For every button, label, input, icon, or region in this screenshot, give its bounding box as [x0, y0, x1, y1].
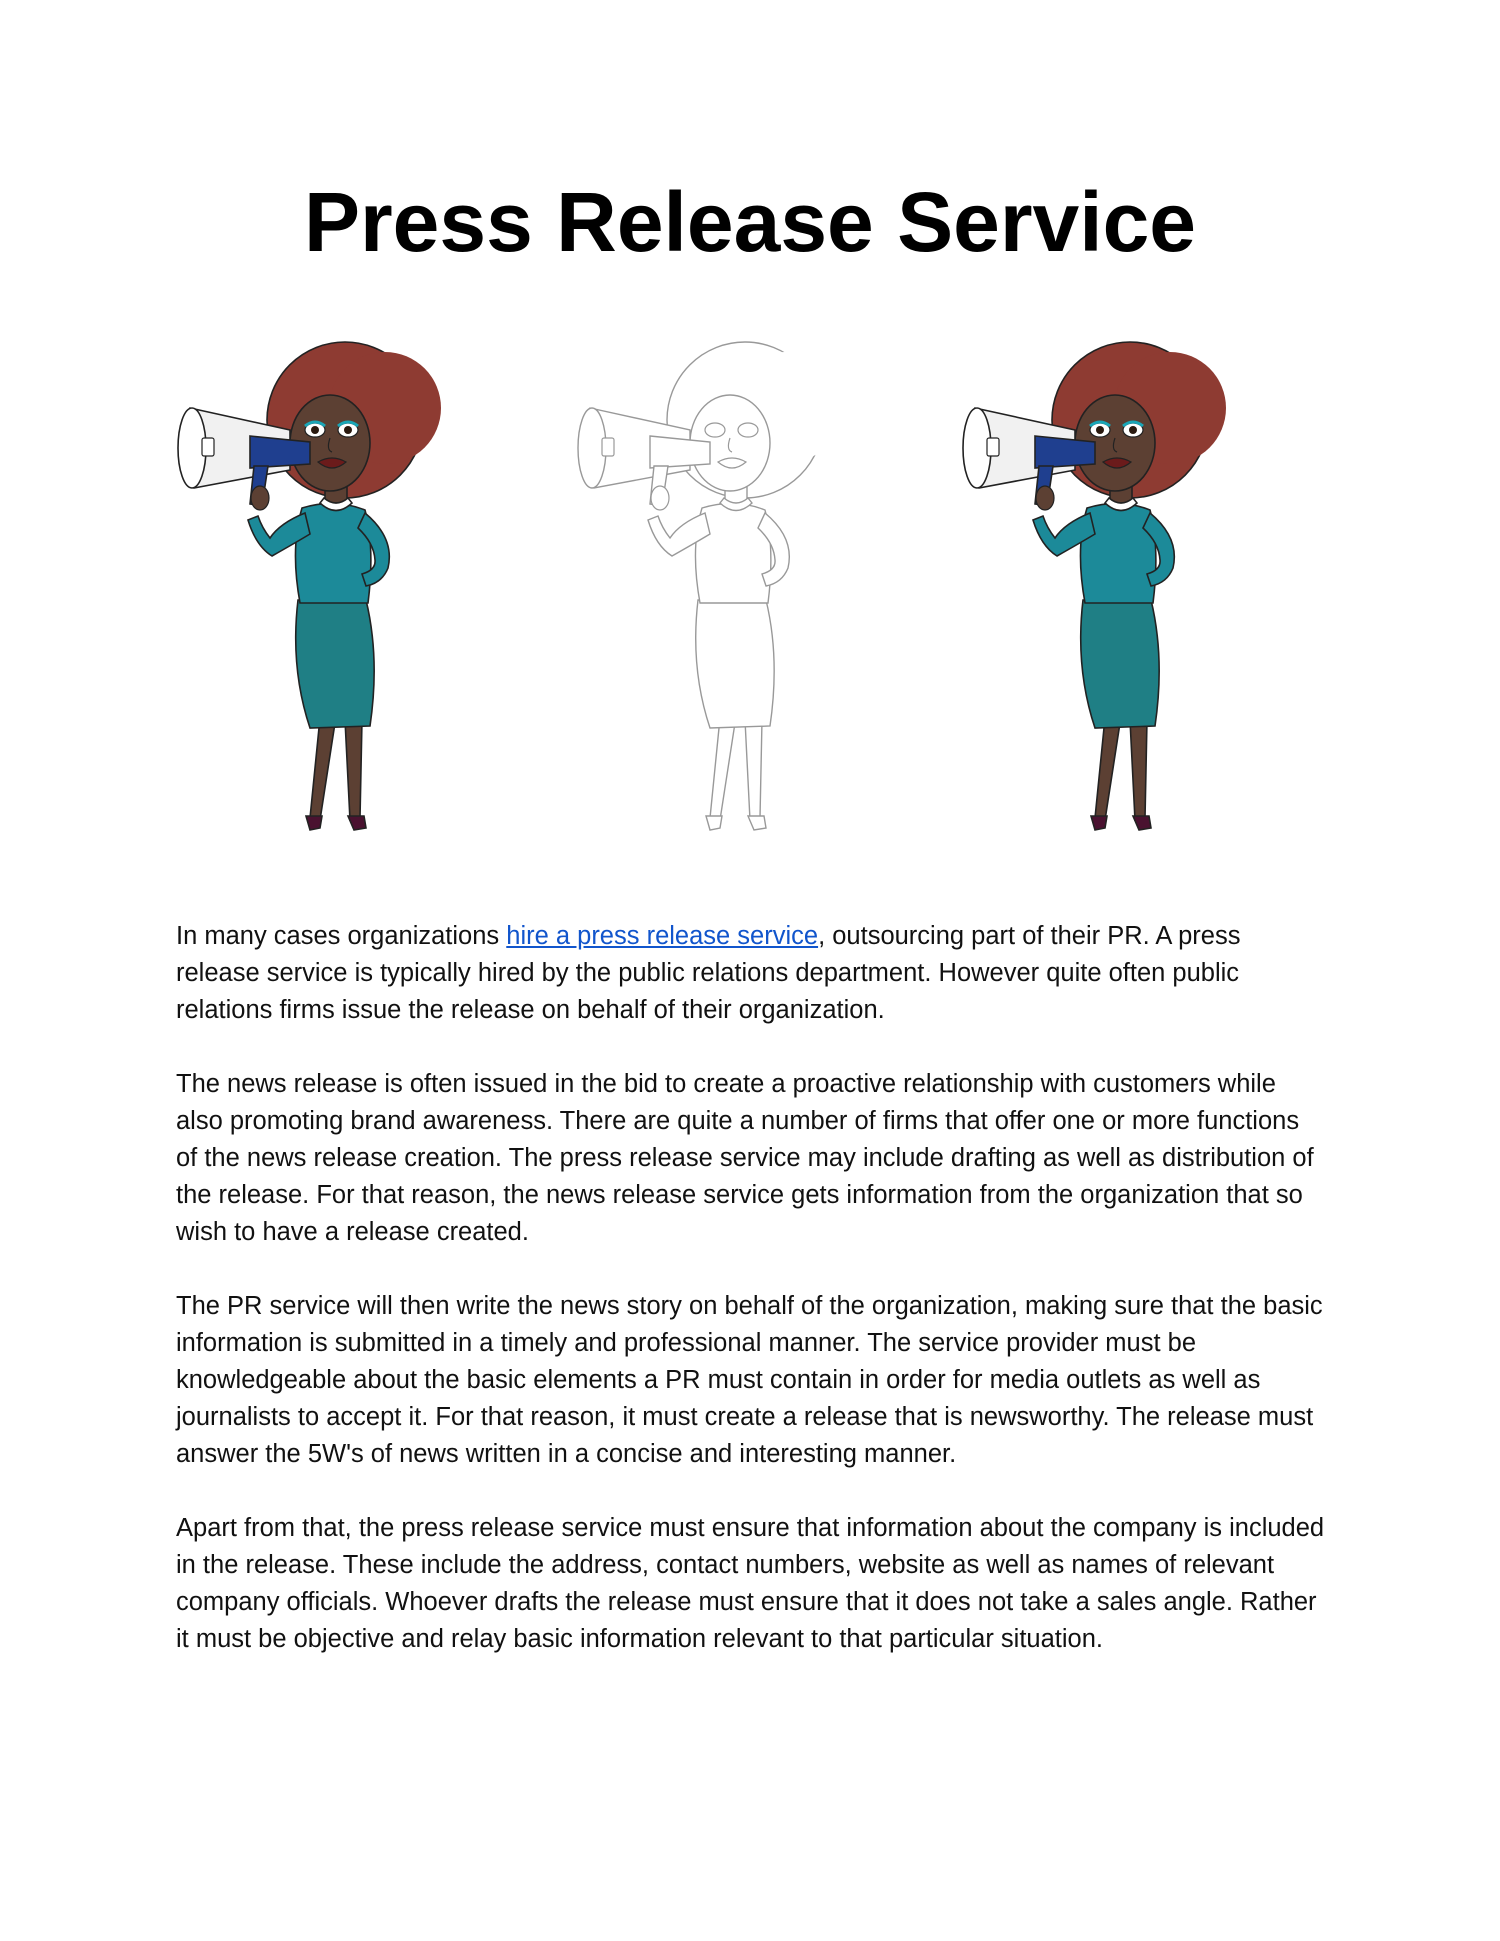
illustration-row: [170, 338, 1350, 848]
woman-with-megaphone-icon: [170, 338, 480, 848]
paragraph-4: Apart from that, the press release service must ensure that information about the company is included in the release. These include the address, contact numbers, website as well as names of relevant company officials. Whoever drafts the release must ensure that it does not take a sales angle. Rather it must be objective and relay basic information relevant to that particular situation.: [176, 1514, 1325, 1653]
article-body: [176, 918, 1326, 1695]
paragraph-3: The PR service will then write the news story on behalf of the organization, making sure that the basic information is submitted in a timely and professional manner. The service provider must be knowledgeable about the basic elements a PR must contain in order for media outlets as well as journalists to accept it. For that reason, it must create a release that is newsworthy. The release must answer the 5W's of news written in a concise and interesting manner.: [176, 1292, 1323, 1468]
woman-with-megaphone-icon: [955, 338, 1265, 848]
woman-with-megaphone-outline-icon: [570, 338, 880, 848]
hire-press-release-service-link[interactable]: hire a press release service: [506, 922, 819, 950]
page-title: Press Release Service: [303, 175, 1197, 269]
paragraph-1: In many cases organizations hire a press release service, outsourcing part of their PR. A press release service is typically hired by the public relations department. However quite often public relations firms issue the release on behalf of their organization.: [176, 922, 1241, 1024]
paragraph-2: The news release is often issued in the bid to create a proactive relationship with customers while also promoting brand awareness. There are quite a number of firms that offer one or more functions of the news release creation. The press release service may include drafting as well as distribution of the release. For that reason, the news release service gets information from the organization that so wish to have a release created.: [176, 1070, 1314, 1246]
